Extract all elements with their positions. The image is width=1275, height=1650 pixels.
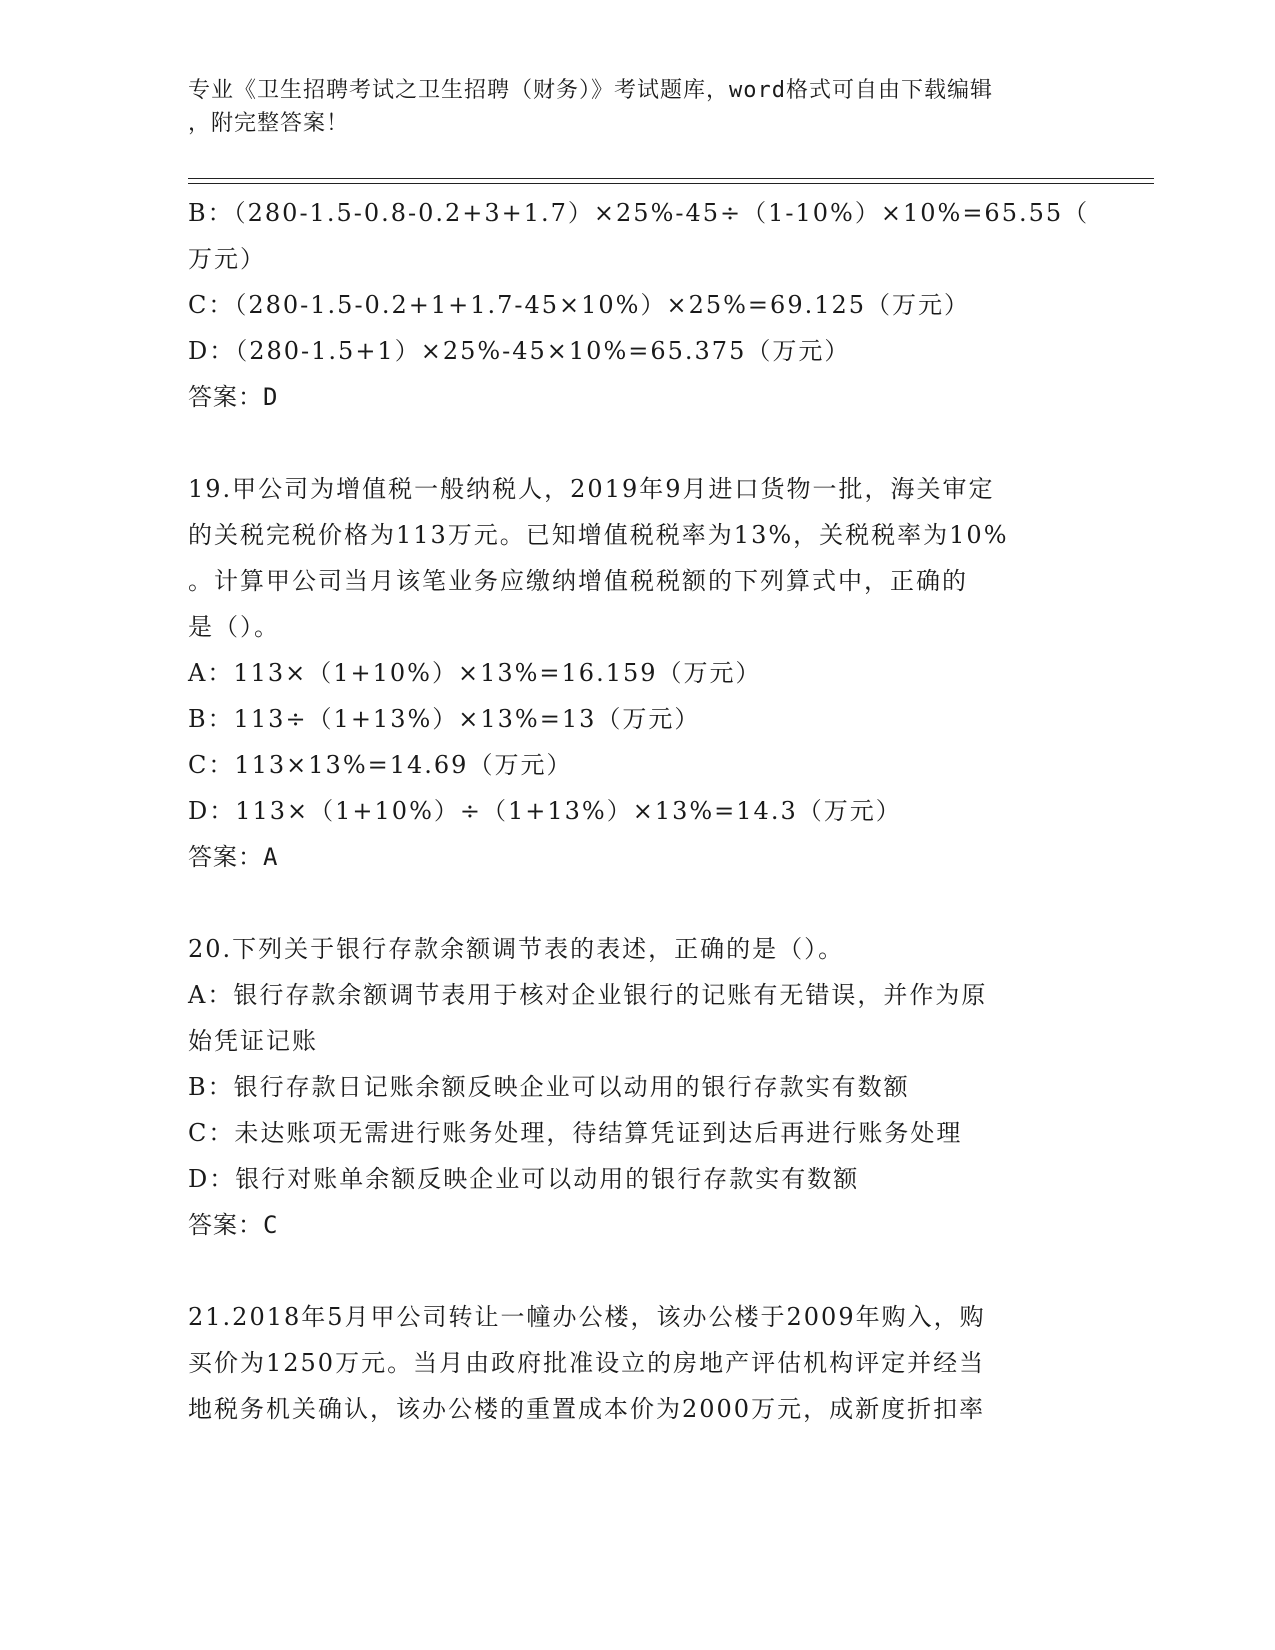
question-19 <box>188 466 1088 880</box>
question-21 <box>188 1294 1088 1432</box>
answer: 答案：D <box>188 383 279 411</box>
option-d: D：（280-1.5+1）×25%-45×10%=65.375（万元） <box>188 337 851 365</box>
question-18 <box>188 190 1088 420</box>
question-stem-line-4: 是（）。 <box>188 613 280 641</box>
document-header <box>188 74 1088 140</box>
question-content <box>188 190 1088 1432</box>
question-stem-line-1: 19.甲公司为增值税一般纳税人，2019年9月进口货物一批，海关审定 <box>188 475 995 503</box>
question-20 <box>188 926 1088 1248</box>
option-a-line-2: 始凭证记账 <box>188 1027 318 1055</box>
header-divider-top <box>188 178 1154 179</box>
answer: 答案：C <box>188 1211 279 1239</box>
option-c: C：113×13%=14.69（万元） <box>188 751 573 779</box>
option-c: C：未达账项无需进行账务处理，待结算凭证到达后再进行账务处理 <box>188 1119 963 1147</box>
question-stem-line-3: 地税务机关确认，该办公楼的重置成本价为2000万元，成新度折扣率 <box>188 1395 986 1423</box>
spacer <box>188 880 1088 926</box>
header-divider-bottom <box>188 183 1154 184</box>
option-a: A：113×（1+10%）×13%=16.159（万元） <box>188 659 762 687</box>
question-stem-line-3: 。计算甲公司当月该笔业务应缴纳增值税税额的下列算式中，正确的 <box>188 567 968 595</box>
option-c: C：（280-1.5-0.2+1+1.7-45×10%）×25%=69.125（万元） <box>188 291 971 319</box>
question-stem-line-1: 21.2018年5月甲公司转让一幢办公楼，该办公楼于2009年购入，购 <box>188 1303 986 1331</box>
option-d: D：113×（1+10%）÷（1+13%）×13%=14.3（万元） <box>188 797 902 825</box>
header-line-1: 专业《卫生招聘考试之卫生招聘（财务）》考试题库，word格式可自由下载编辑 <box>188 78 993 103</box>
answer: 答案：A <box>188 843 279 871</box>
option-b-line-2: 万元） <box>188 245 266 273</box>
option-b: B：113÷（1+13%）×13%=13（万元） <box>188 705 701 733</box>
option-d: D：银行对账单余额反映企业可以动用的银行存款实有数额 <box>188 1165 860 1193</box>
question-stem: 20.下列关于银行存款余额调节表的表述，正确的是（）。 <box>188 935 845 963</box>
option-b-line-1: B：（280-1.5-0.8-0.2+3+1.7）×25%-45÷（1-10%）×10%=65.55（ <box>188 199 1090 227</box>
spacer <box>188 1248 1088 1294</box>
option-b: B：银行存款日记账余额反映企业可以动用的银行存款实有数额 <box>188 1073 910 1101</box>
question-stem-line-2: 的关税完税价格为113万元。已知增值税税率为13%，关税税率为10% <box>188 521 1009 549</box>
spacer <box>188 420 1088 466</box>
option-a-line-1: A：银行存款余额调节表用于核对企业银行的记账有无错误，并作为原 <box>188 981 988 1009</box>
question-stem-line-2: 买价为1250万元。当月由政府批准设立的房地产评估机构评定并经当 <box>188 1349 986 1377</box>
header-line-2: ，附完整答案！ <box>188 111 350 136</box>
